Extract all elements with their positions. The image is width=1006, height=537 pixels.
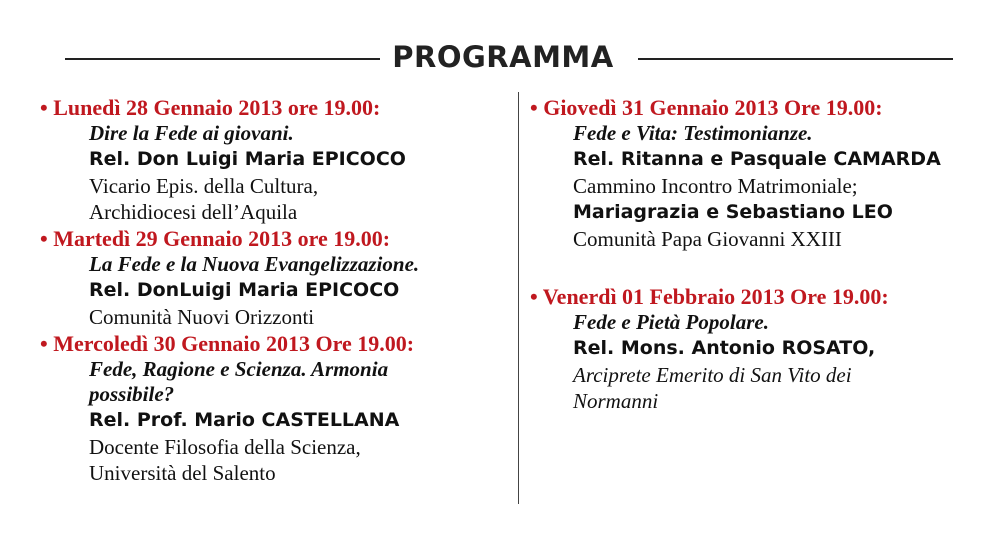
speaker-description: Archidiocesi dell’Aquila: [89, 200, 298, 224]
speaker-description: Arciprete Emerito di San Vito dei: [573, 363, 852, 387]
event-date: • Martedì 29 Gennaio 2013 ore 19.00:: [40, 226, 391, 251]
event-topic: possibile?: [89, 382, 175, 406]
event-topic: La Fede e la Nuova Evangelizzazione.: [89, 252, 420, 276]
event-date: • Venerdì 01 Febbraio 2013 Ore 19.00:: [530, 284, 889, 309]
event-date: • Mercoledì 30 Gennaio 2013 Ore 19.00:: [40, 331, 415, 356]
event-speaker: Rel. DonLuigi Maria EPICOCO: [89, 279, 400, 301]
event-topic: Fede, Ragione e Scienza. Armonia: [89, 357, 389, 381]
event-speaker: Rel. Prof. Mario CASTELLANA: [89, 409, 400, 431]
event-date: • Lunedì 28 Gennaio 2013 ore 19.00:: [40, 95, 381, 120]
event-speaker: Rel. Don Luigi Maria EPICOCO: [89, 148, 406, 170]
speaker-description: Cammino Incontro Matrimoniale;: [573, 174, 858, 198]
programma-header: [0, 40, 1006, 76]
event-topic: Dire la Fede ai giovani.: [89, 121, 294, 145]
speaker-description: Vicario Epis. della Cultura,: [89, 174, 319, 198]
speaker-description: Comunità Nuovi Orizzonti: [89, 305, 315, 329]
event-topic: Fede e Vita: Testimonianze.: [573, 121, 813, 145]
header-rule-right: [638, 58, 953, 60]
speaker-description: Comunità Papa Giovanni XXIII: [573, 227, 842, 251]
event-item: [530, 283, 990, 414]
event-item: [40, 94, 510, 225]
page-title: PROGRAMMA: [392, 40, 614, 74]
speaker-description: Normanni: [573, 389, 659, 413]
event-speaker: Rel. Mons. Antonio ROSATO,: [573, 337, 876, 359]
speaker-description: Università del Salento: [89, 461, 276, 485]
right-column: [530, 94, 990, 414]
column-divider: [518, 92, 519, 504]
event-speaker: Mariagrazia e Sebastiano LEO: [573, 201, 893, 223]
left-column: [40, 94, 510, 486]
event-speaker: Rel. Ritanna e Pasquale CAMARDA: [573, 148, 941, 170]
event-item: [40, 330, 510, 486]
event-item: [530, 94, 990, 252]
event-item: [40, 225, 510, 330]
event-date: • Giovedì 31 Gennaio 2013 Ore 19.00:: [530, 95, 883, 120]
event-topic: Fede e Pietà Popolare.: [573, 310, 769, 334]
speaker-description: Docente Filosofia della Scienza,: [89, 435, 361, 459]
